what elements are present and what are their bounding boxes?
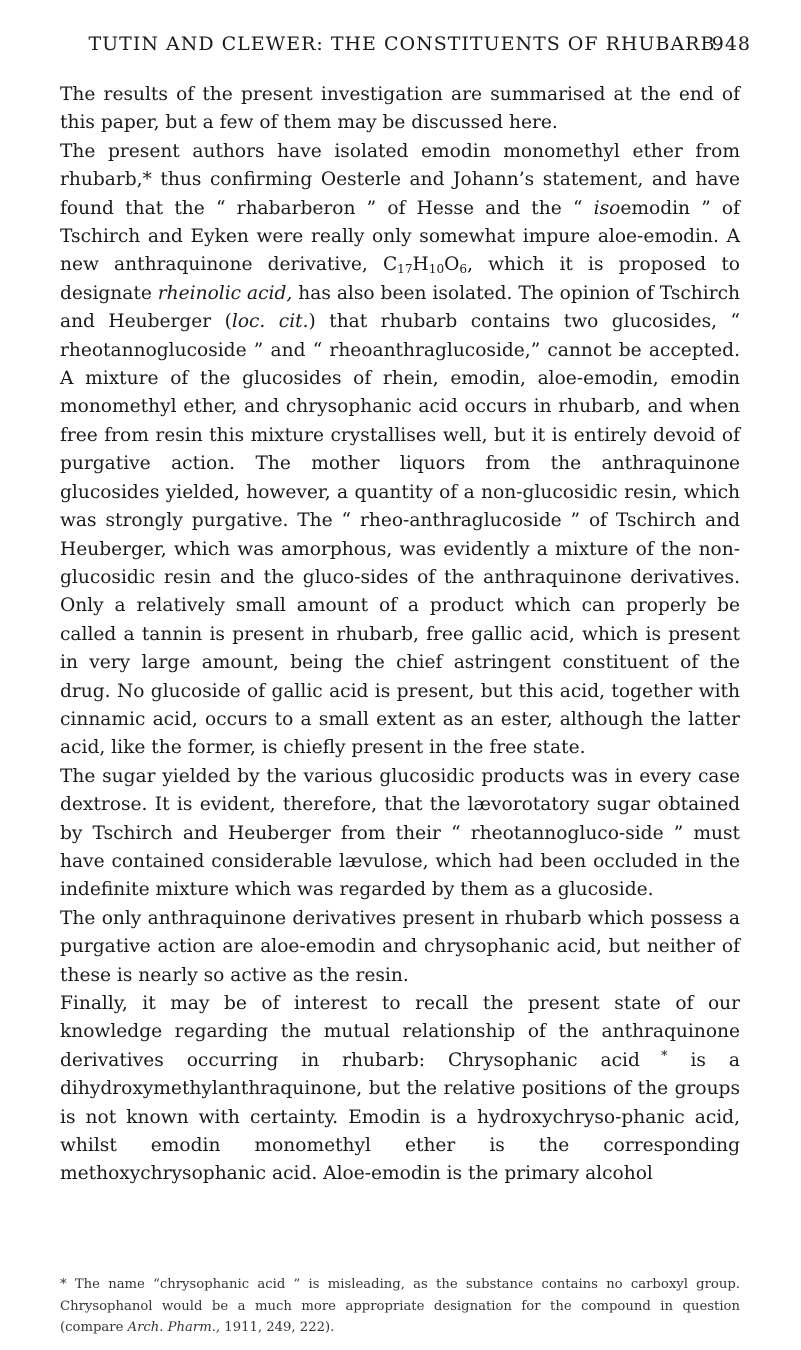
body-text — [60, 81, 740, 1189]
formula-subscript-o: 6 — [459, 262, 468, 277]
loc-cit: loc. cit. — [231, 311, 309, 333]
paragraph-2-text-b: thus confirming Oesterle and Johann’s statement, and have found that the “ rhabarberon ” of Hesse and the “ — [60, 169, 740, 219]
running-title: TUTIN AND CLEWER: THE CONSTITUENTS OF RHUBARB. — [88, 33, 723, 55]
formula-subscript-c: 17 — [397, 262, 413, 277]
journal-citation: Arch. Pharm., — [127, 1320, 221, 1335]
paragraph-2-text-d: , which it is proposed to designate — [60, 254, 741, 304]
paragraph-4: The only anthraquinone derivatives present in rhubarb which possess a purgative action are aloe-emodin and chrysophanic acid, but neither of these is nearly so active as the resin. — [60, 907, 740, 986]
paragraph-2-text-e: has also been isolated. The opinion of Tschirch and Heuberger ( — [60, 282, 741, 333]
formula-subscript-h: 10 — [428, 262, 445, 277]
rheinolic-acid-term: rheinolic acid, — [157, 282, 293, 304]
footnote — [60, 1274, 740, 1339]
paragraph-1: The results of the present investigation are summarised at the end of this paper, but a few of them may be discussed here. — [60, 84, 740, 134]
iso-prefix: iso — [593, 197, 621, 219]
footnote-text-b: 1911, 249, 222). — [220, 1320, 335, 1335]
paragraph-5 — [60, 990, 740, 1189]
footnote-text-a: * The name “chrysophanic acid ” is misleading, as the substance contains no carboxyl group. Chrysophanol would be a much more appropriate designation for the compound in question (compare — [60, 1277, 740, 1335]
footnote-mark: * — [142, 169, 152, 191]
footnote-reference: * — [639, 1048, 668, 1064]
formula-element-h: H — [412, 254, 429, 276]
paragraph-2 — [60, 138, 740, 763]
paragraph-2-text-a: The present authors have isolated emodin monomethyl ether from rhubarb, — [60, 140, 740, 191]
page-number: 948 — [711, 33, 751, 55]
chemical-formula — [383, 254, 467, 275]
paragraph-5-text-b: is a dihydroxymethylanthraquinone, but the relative positions of the groups is not known with certainty. Emodin is a hydroxychryso-phanic acid, whilst emodin monomethyl ether is the corresponding methoxychrysophanic acid. Aloe-emodin is the primary alcohol — [60, 1049, 740, 1185]
formula-element-c: C — [382, 254, 398, 276]
footnote-text — [60, 1274, 740, 1339]
paragraph-2-text-c: emodin ” of Tschirch and Eyken were really only somewhat impure aloe-emodin. A new anthraquinone derivative, — [60, 197, 740, 276]
formula-element-o: O — [444, 254, 460, 276]
paragraph-5-text-a: Finally, it may be of interest to recall the present state of our knowledge regarding the mutual relationship of the anthraquinone derivatives occurring in rhubarb: Chrysophanic acid — [60, 993, 740, 1071]
running-header — [60, 33, 751, 55]
paragraph-2-text-f: ) that rhubarb contains two glucosides, “ rheotannoglucoside ” and “ rheoanthraglucoside,” cannot be accepted. A mixture of the glucosides of rhein, emodin, aloe-emodin, emodin monomethyl ether, and chrysophanic acid occurs in rhubarb, and when free from resin this mixture crystallises well, but it is entirely devoid of purgative action. The mother liquors from the anthraquinone glucosides yielded, however, a quantity of a non-glucosidic resin, which was strongly purgative. The “ rheo-anthraglucoside ” of Tschirch and Heuberger, which was amorphous, was evidently a mixture of the non-glucosidic resin and the gluco-sides of the anthraquinone derivatives. Only a relatively small amount of a product which can properly be called a tannin is present in rhubarb, free gallic acid, which is present in very large amount, being the chief astringent constituent of the drug. No glucoside of gallic acid is present, but this acid, together with cinnamic acid, occurs to a small extent as an ester, although the latter acid, like the former, is chiefly present in the free state. — [60, 311, 740, 759]
paragraph-3: The sugar yielded by the various glucosidic products was in every case dextrose. It is evident, therefore, that the lævorotatory sugar obtained by Tschirch and Heuberger from their “ rheotannogluco-side ” must have contained considerable lævulose, which had been occluded in the indefinite mixture which was regarded by them as a glucoside. — [60, 765, 740, 901]
